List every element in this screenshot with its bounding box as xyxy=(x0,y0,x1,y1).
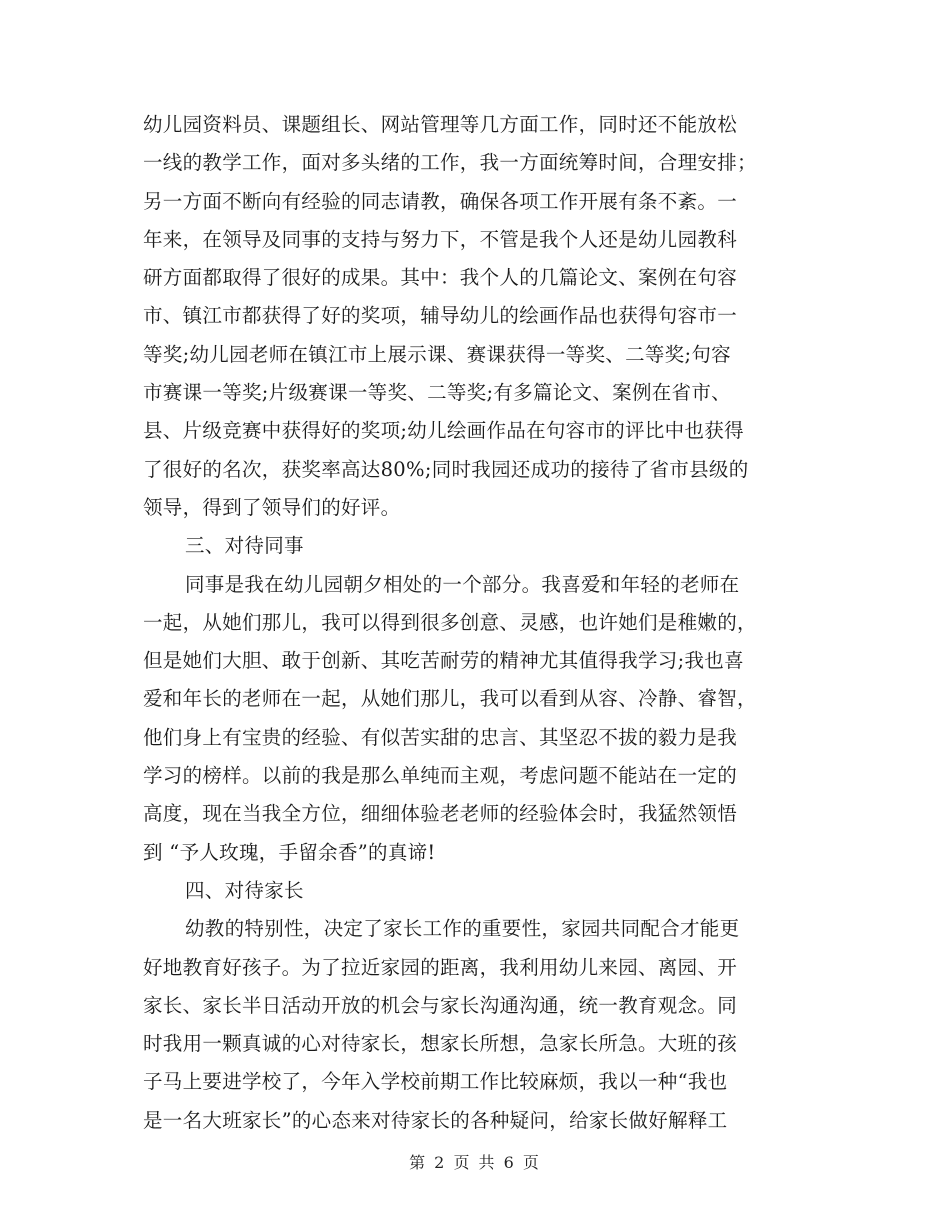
text-line: 市、镇江市都获得了好的奖项，辅导幼儿的绘画作品也获得句容市一 xyxy=(143,304,738,328)
text-line: 等奖;幼儿园老师在镇江市上展示课、赛课获得一等奖、二等奖;句容 xyxy=(143,342,731,366)
text-line: 他们身上有宝贵的经验、有似苦实甜的忠言、其坚忍不拔的毅力是我 xyxy=(143,725,738,749)
text-line: 另一方面不断向有经验的同志请教，确保各项工作开展有条不紊。一 xyxy=(143,189,738,213)
text-line: 一线的教学工作，面对多头绪的工作，我一方面统筹时间，合理安排； xyxy=(143,151,757,175)
text-line: 领导，得到了领导们的好评。 xyxy=(143,495,401,519)
text-line: 爱和年长的老师在一起，从她们那儿，我可以看到从容、冷静、睿智， xyxy=(143,687,757,711)
text-line: 同事是我在幼儿园朝夕相处的一个部分。我喜爱和年轻的老师在 xyxy=(185,572,740,596)
text-line: 一起，从她们那儿，我可以得到很多创意、灵感，也许她们是稚嫩的， xyxy=(143,610,757,634)
page-footer: 第 2 页 共 6 页 xyxy=(409,1153,541,1172)
text-line: 时我用一颗真诚的心对待家长，想家长所想，急家长所急。大班的孩 xyxy=(143,1032,738,1056)
body-text xyxy=(143,106,813,1140)
text-line: 好地教育好孩子。为了拉近家园的距离，我利用幼儿来园、离园、开 xyxy=(143,955,738,979)
text-line: 了很好的名次，获奖率高达80%;同时我园还成功的接待了省市县级的 xyxy=(143,457,749,481)
text-line: 子马上要进学校了，今年入学校前期工作比较麻烦，我以一种“我也 xyxy=(143,1070,728,1094)
text-line: 市赛课一等奖;片级赛课一等奖、二等奖;有多篇论文、案例在省市、 xyxy=(143,381,731,405)
text-line: 幼儿园资料员、课题组长、网站管理等几方面工作，同时还不能放松 xyxy=(143,113,738,136)
text-line: 县、片级竞赛中获得好的奖项;幼儿绘画作品在句容市的评比中也获得 xyxy=(143,419,744,443)
text-line: 学习的榜样。以前的我是那么单纯而主观，考虑问题不能站在一定的 xyxy=(143,764,738,788)
text-line: 到 “予人玫瑰，手留余香”的真谛! xyxy=(143,840,436,864)
text-line: 是一名大班家长”的心态来对待家长的各种疑问，给家长做好解释工 xyxy=(143,1108,728,1132)
text-line: 研方面都取得了很好的成果。其中：我个人的几篇论文、案例在句容 xyxy=(143,266,738,290)
text-line: 幼教的特别性，决定了家长工作的重要性，家园共同配合才能更 xyxy=(185,917,740,941)
text-line: 三、对待同事 xyxy=(185,534,304,558)
text-line: 但是她们大胆、敢于创新、其吃苦耐劳的精神尤其值得我学习;我也喜 xyxy=(143,649,744,673)
text-line: 四、对待家长 xyxy=(185,878,304,902)
text-line: 家长、家长半日活动开放的机会与家长沟通沟通，统一教育观念。同 xyxy=(143,993,738,1017)
text-line: 年来，在领导及同事的支持与努力下，不管是我个人还是幼儿园教科 xyxy=(143,227,738,251)
text-line: 高度，现在当我全方位，细细体验老老师的经验体会时，我猛然领悟 xyxy=(143,802,738,826)
